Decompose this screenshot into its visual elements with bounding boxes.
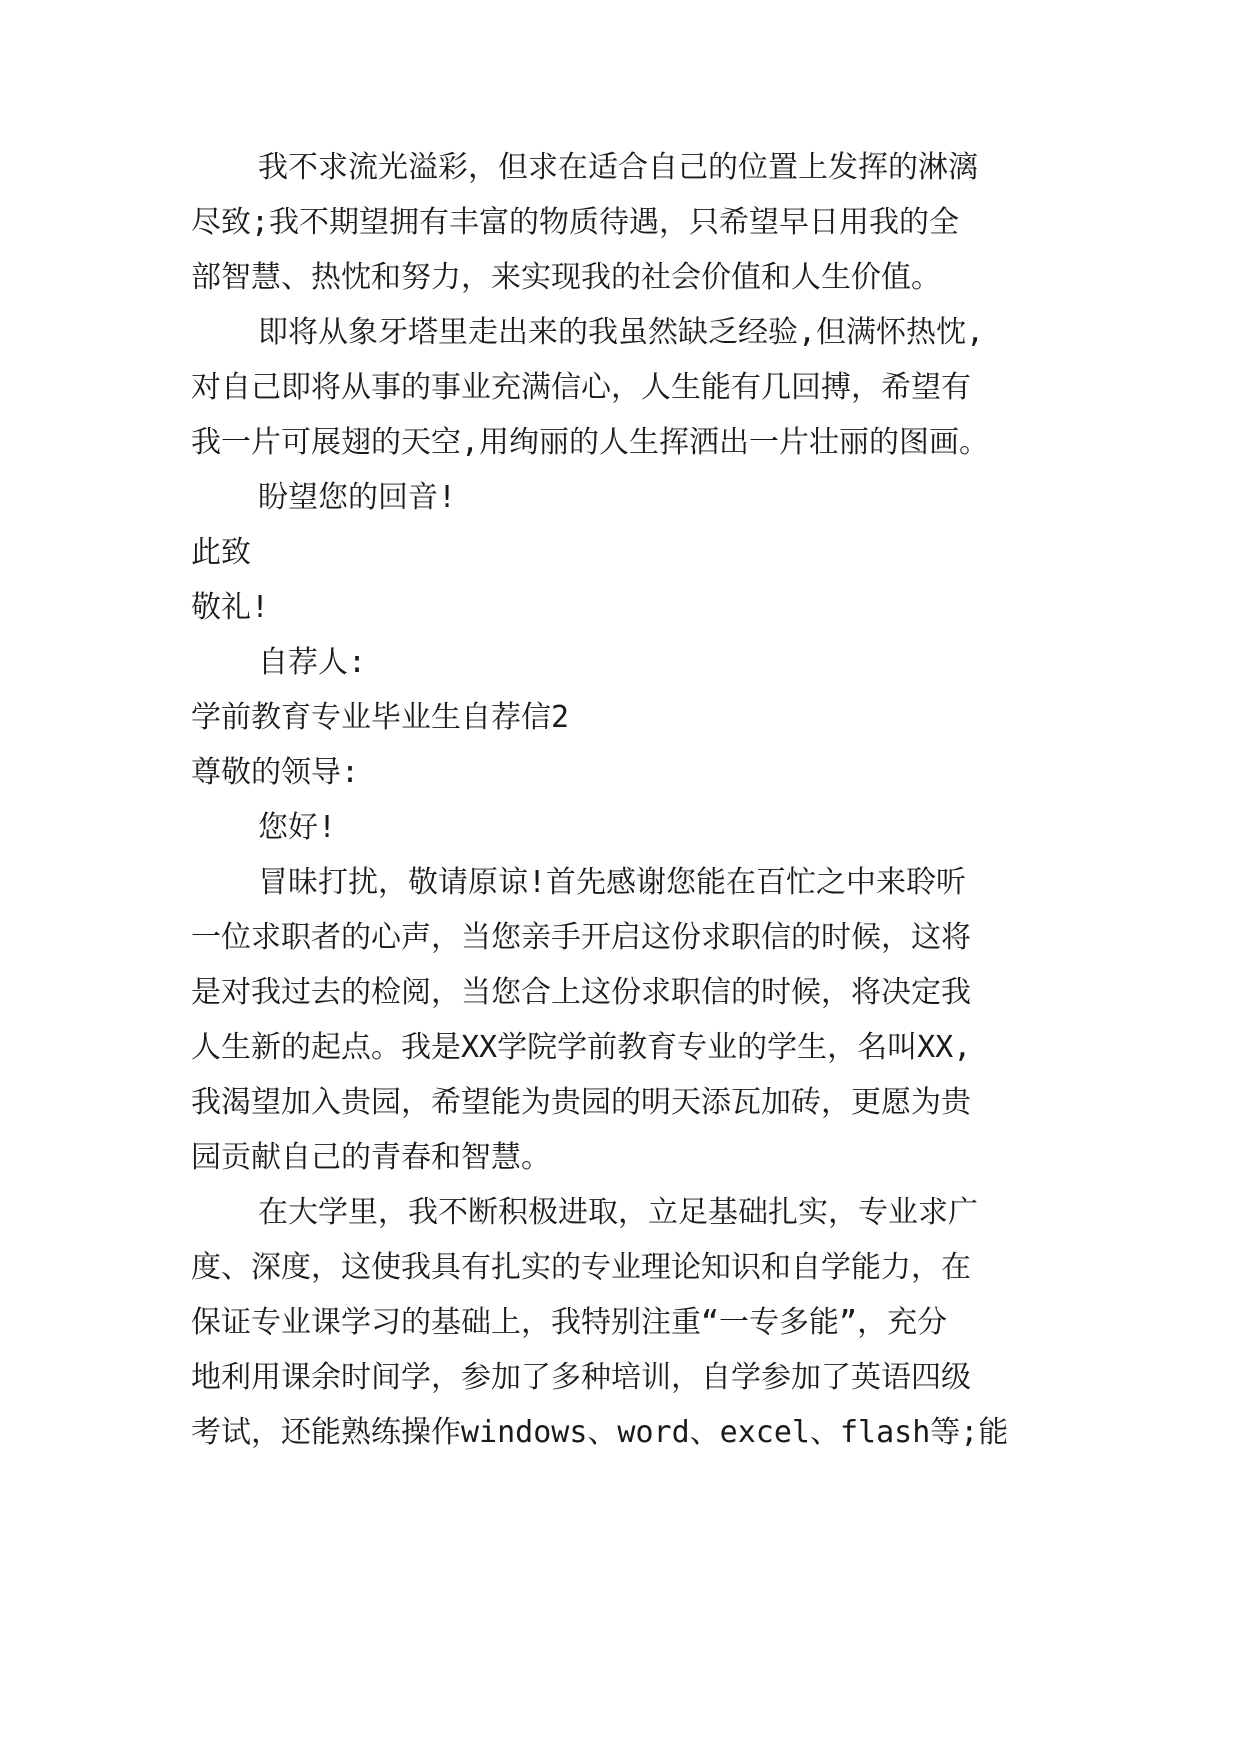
- paragraph-line: 地利用课余时间学，参加了多种培训，自学参加了英语四级: [191, 1360, 971, 1395]
- paragraph-line: 人生新的起点。我是XX学院学前教育专业的学生，名叫XX,: [191, 1030, 972, 1065]
- paragraph-line: 冒昧打扰，敬请原谅!首先感谢您能在百忙之中来聆听: [258, 865, 967, 900]
- closing-line: 此致: [191, 535, 251, 570]
- paragraph-line: 保证专业课学习的基础上，我特别注重“一专多能”，充分: [191, 1305, 948, 1340]
- section-title: 学前教育专业毕业生自荐信2: [191, 700, 570, 735]
- paragraph-line: 部智慧、热忱和努力，来实现我的社会价值和人生价值。: [191, 260, 941, 295]
- paragraph-line: 即将从象牙塔里走出来的我虽然缺乏经验,但满怀热忱,: [258, 315, 985, 350]
- signature-line: 自荐人:: [258, 645, 367, 680]
- paragraph-line: 在大学里，我不断积极进取，立足基础扎实，专业求广: [258, 1195, 978, 1230]
- paragraph-line: 我不求流光溢彩，但求在适合自己的位置上发挥的淋漓: [258, 150, 978, 185]
- paragraph-line: 考试，还能熟练操作windows、word、excel、flash等;能: [191, 1415, 1009, 1450]
- closing-line: 敬礼!: [191, 590, 270, 625]
- paragraph-line: 园贡献自己的青春和智慧。: [191, 1140, 551, 1175]
- paragraph-line: 尽致;我不期望拥有丰富的物质待遇，只希望早日用我的全: [191, 205, 960, 240]
- paragraph-line: 一位求职者的心声，当您亲手开启这份求职信的时候，这将: [191, 920, 971, 955]
- paragraph-line: 我渴望加入贵园，希望能为贵园的明天添瓦加砖，更愿为贵: [191, 1085, 971, 1120]
- paragraph-line: 是对我过去的检阅，当您合上这份求职信的时候，将决定我: [191, 975, 971, 1010]
- paragraph-line: 度、深度，这使我具有扎实的专业理论知识和自学能力，在: [191, 1250, 971, 1285]
- paragraph-line: 盼望您的回音!: [258, 480, 457, 515]
- paragraph-line: 对自己即将从事的事业充满信心，人生能有几回搏，希望有: [191, 370, 971, 405]
- salutation: 尊敬的领导:: [191, 755, 360, 790]
- greeting: 您好!: [258, 810, 337, 845]
- paragraph-line: 我一片可展翅的天空,用绚丽的人生挥洒出一片壮丽的图画。: [191, 425, 990, 460]
